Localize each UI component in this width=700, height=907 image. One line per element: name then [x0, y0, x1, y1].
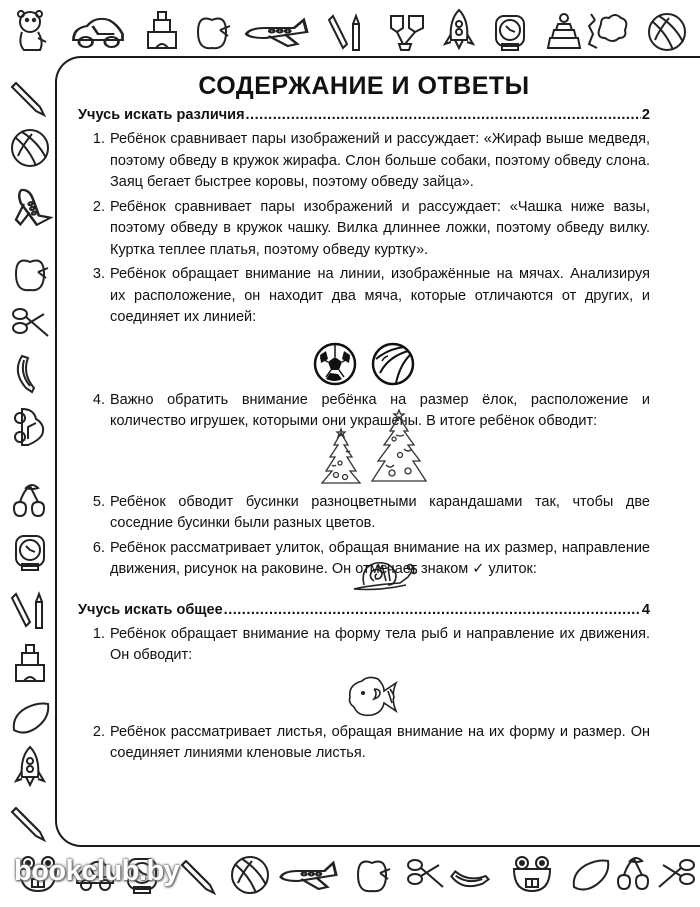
car-icon: [8, 405, 52, 449]
airplane-icon: [240, 10, 310, 54]
pencil-icon: [6, 75, 50, 119]
car-icon: [68, 10, 128, 54]
answer-item: [78, 390, 650, 433]
apple-icon: [8, 252, 52, 296]
toc-entry: [78, 104, 650, 126]
pencil-icon: [176, 853, 220, 897]
beach-ball-icon: [370, 341, 416, 387]
item-text: Ребёнок обращает внимание на форму тела рыб и направление их движения. Он обводит:: [110, 625, 650, 663]
section-common: [78, 599, 650, 765]
answer-item: [78, 722, 650, 765]
section-heading: Учусь искать различия: [78, 107, 245, 123]
toc-entry: [78, 599, 650, 621]
beach-ball-icon: [228, 853, 272, 897]
airplane-icon: [275, 853, 339, 897]
watermark: bookclub.by: [14, 855, 180, 887]
page-number: 4: [641, 601, 650, 618]
answer-item: [78, 624, 650, 667]
dot-leader: [224, 599, 641, 621]
apple-icon: [190, 10, 234, 54]
main-content: [78, 64, 650, 765]
item-number: 4.: [92, 391, 105, 408]
teddy-bear-icon: [10, 8, 54, 52]
answer-item: [78, 538, 650, 581]
crayons-icon: [8, 588, 52, 632]
banana-icon: [8, 352, 52, 396]
item-number: 1.: [92, 131, 105, 147]
item-number: 2.: [92, 723, 105, 740]
large-christmas-tree-icon: [368, 409, 430, 489]
answer-item: [78, 492, 650, 535]
section-heading: Учусь искать общее: [78, 601, 223, 618]
lemon-icon: [8, 696, 52, 740]
page-number: 2: [641, 107, 650, 123]
toy-castle-icon: [140, 10, 184, 54]
item-number: 2.: [92, 198, 105, 215]
fish-illustration: [78, 669, 650, 719]
item-text: Ребёнок обращает внимание на линии, изображённые на мячах. Анализируя их расположение, он находит два мяча, которые отличаются от других, и соединяет их линией:: [110, 266, 650, 325]
banana-icon: [445, 853, 497, 897]
answer-item: [78, 264, 650, 329]
pencil-icon: [6, 800, 50, 844]
balloons-icon: [385, 10, 429, 54]
item-text: Ребёнок обводит бусинки разноцветными карандашами так, чтобы две соседние бусинки были разных цветов.: [110, 493, 650, 531]
rocket-icon: [437, 8, 481, 52]
beach-ball-icon: [645, 10, 689, 54]
item-text: Ребёнок сравнивает пары изображений и рассуждает: «Чашка ниже вазы, поэтому обведу в кружок чашку. Вилка длиннее ложки, поэтому обведу вилку. Куртка теплее платья, поэтому обведу куртку».: [110, 198, 650, 258]
item-text: Ребёнок рассматривает листья, обращая внимание на их форму и размер. Он соединяет линиями кленовые листья.: [110, 723, 650, 761]
balls-illustration: [78, 333, 650, 387]
item-text: Ребёнок сравнивает пары изображений и рассуждает: «Жираф выше медведя, поэтому обведу в кружок жирафа. Слон больше собаки, поэтому обведу слона. Заяц бегает быстрее коровы, поэтому обведу зайца».: [110, 131, 650, 190]
section-differences: [78, 104, 650, 593]
item-text: Важно обратить внимание ребёнка на размер ёлок, расположение и количество игрушек, которыми они украшены. В итоге ребёнок обводит:: [110, 391, 650, 429]
cloud-tree-icon: [585, 10, 629, 54]
scissors-icon: [655, 853, 699, 897]
small-christmas-tree-icon: [318, 427, 364, 489]
answer-item: [78, 129, 650, 194]
crayons-icon: [325, 10, 369, 54]
answer-item: [78, 197, 650, 262]
toy-castle-icon: [8, 643, 52, 687]
item-number: 1.: [92, 625, 105, 642]
item-number: 5.: [92, 493, 105, 510]
beach-ball-icon: [8, 126, 52, 170]
scissors-icon: [8, 302, 52, 346]
fish-icon: [344, 673, 404, 719]
alarm-clock-icon: [8, 530, 52, 574]
page-title: СОДЕРЖАНИЕ И ОТВЕТЫ: [198, 72, 530, 100]
alarm-clock-icon: [485, 10, 535, 54]
cherries-icon: [612, 853, 656, 897]
cherries-icon: [8, 480, 52, 524]
rocket-icon: [8, 745, 52, 789]
item-number: 6.: [92, 539, 105, 556]
frog-icon: [505, 853, 559, 897]
dot-leader: [246, 104, 641, 126]
soccer-ball-icon: [312, 341, 358, 387]
apple-icon: [350, 853, 394, 897]
pyramid-toy-icon: [540, 10, 584, 54]
lemon-icon: [568, 853, 612, 897]
item-text: Ребёнок рассматривает улиток, обращая внимание на их размер, направление движения, рисунок на раковине. Он отмечает знаком ✓ улиток:: [110, 539, 650, 577]
item-number: 3.: [92, 266, 105, 282]
airplane-icon: [8, 178, 52, 234]
